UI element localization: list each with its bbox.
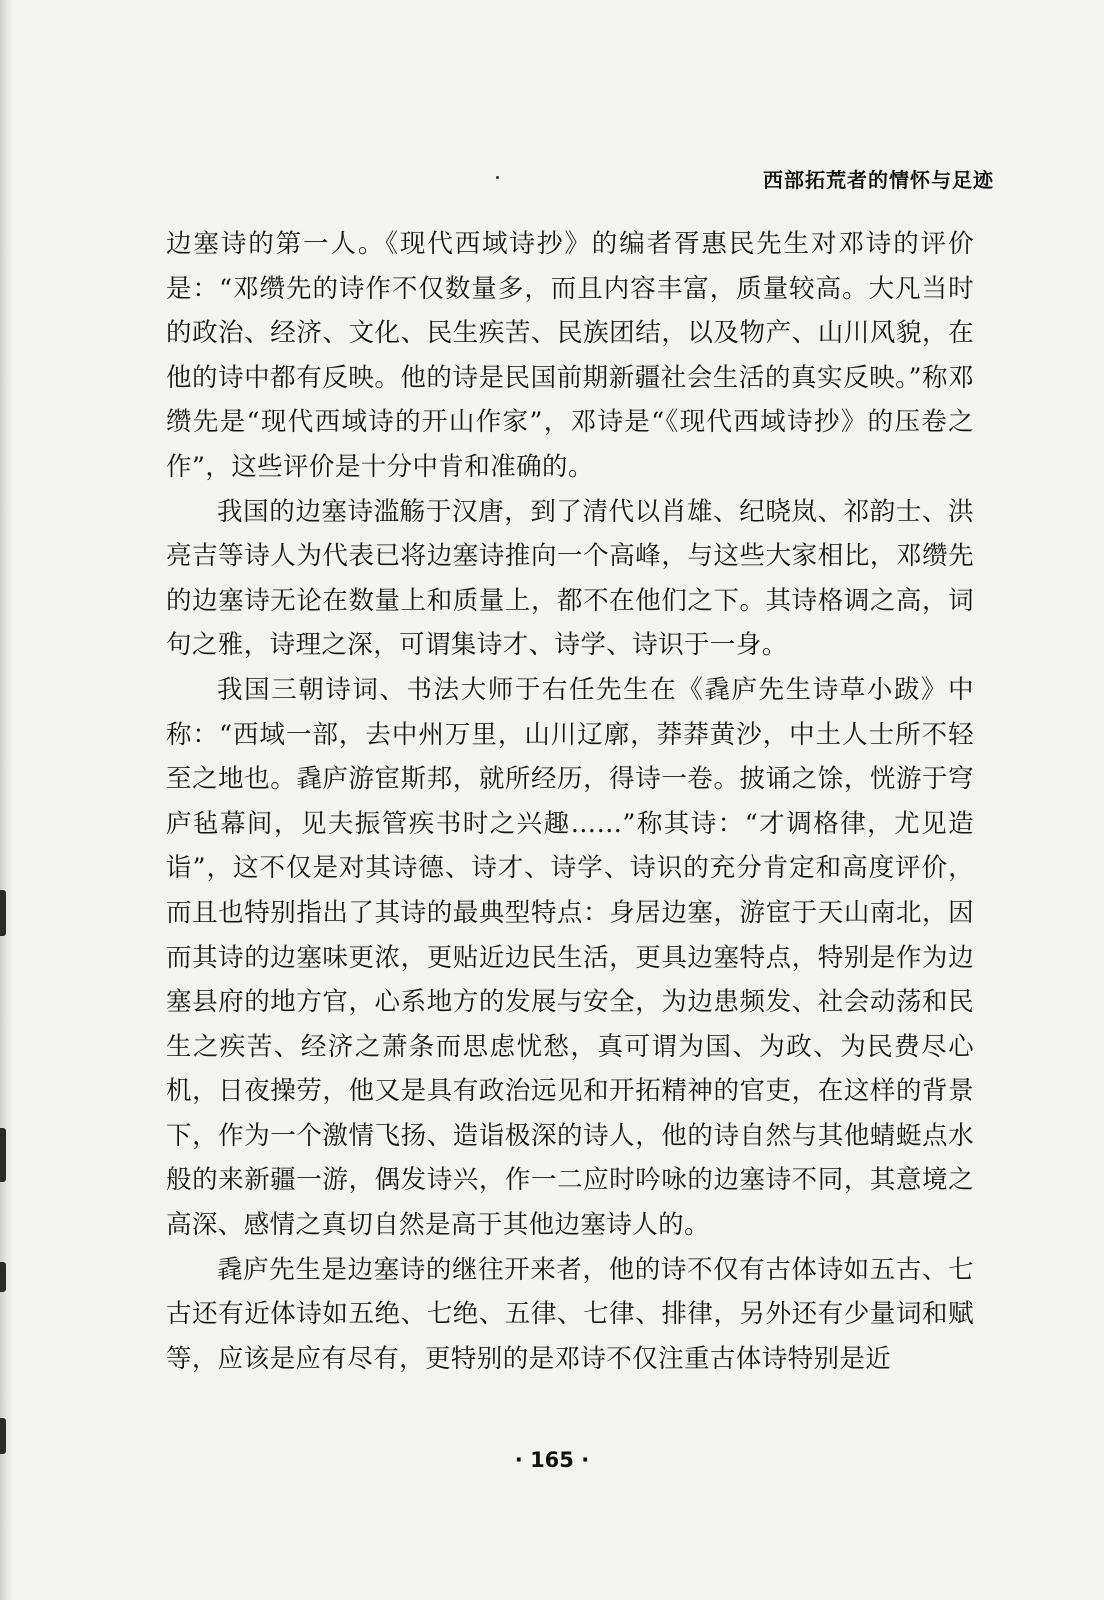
- running-head: 西部拓荒者的情怀与足迹: [763, 168, 994, 192]
- paragraph-continued: 边塞诗的第一人。《现代西域诗抄》的编者胥惠民先生对邓诗的评价是：“邓缵先的诗作不仅数量多，而且内容丰富，质量较高。大凡当时的政治、经济、文化、民生疾苦、民族团结，以及物产、山川风貌，在他的诗中都有反映。他的诗是民国前期新疆社会生活的真实反映。”称邓缵先是“现代西域诗的开山作家”，邓诗是“《现代西域诗抄》的压卷之作”，这些评价是十分中肯和准确的。: [166, 229, 974, 482]
- scan-edge-mark: [0, 1128, 6, 1182]
- paragraph: 毳庐先生是边塞诗的继往开来者，他的诗不仅有古体诗如五古、七古还有近体诗如五绝、七绝、五律、七律、排律，另外还有少量词和赋等，应该是应有尽有，更特别的是邓诗不仅注重古体诗特别是近: [166, 1254, 974, 1374]
- paragraph: 我国的边塞诗滥觞于汉唐，到了清代以肖雄、纪晓岚、祁韵士、洪亮吉等诗人为代表已将边塞诗推向一个高峰，与这些大家相比，邓缵先的边塞诗无论在数量上和质量上，都不在他们之下。其诗格调之高，词句之雅，诗理之深，可谓集诗才、诗学、诗识于一身。: [166, 496, 974, 661]
- scan-speck: [496, 176, 499, 179]
- scan-edge-mark: [0, 1262, 6, 1292]
- body-text: [166, 222, 974, 1381]
- paragraph: 我国三朝诗词、书法大师于右任先生在《毳庐先生诗草小跋》中称：“西域一部，去中州万里，山川辽廓，莽莽黄沙，中土人士所不轻至之地也。毳庐游宦斯邦，就所经历，得诗一卷。披诵之馀，恍游于穹庐毡幕间，见夫振管疾书时之兴趣……”称其诗：“才调格律，尤见造诣”，这不仅是对其诗德、诗才、诗学、诗识的充分肯定和高度评价，而且也特别指出了其诗的最典型特点：身居边塞，游宦于天山南北，因而其诗的边塞味更浓，更贴近边民生活，更具边塞特点，特别是作为边塞县府的地方官，心系地方的发展与安全，为边患频发、社会动荡和民生之疾苦、经济之萧条而思虑忧愁，真可谓为国、为政、为民费尽心机，日夜操劳，他又是具有政治远见和开拓精神的官吏，在这样的背景下，作为一个激情飞扬、造诣极深的诗人，他的诗自然与其他蜻蜓点水般的来新疆一游，偶发诗兴，作一二应时吟咏的边塞诗不同，其意境之高深、感情之真切自然是高于其他边塞诗人的。: [166, 674, 974, 1241]
- scan-binding-edge: [0, 0, 14, 1600]
- scan-edge-mark: [0, 890, 6, 936]
- page-number: · 165 ·: [514, 1448, 590, 1472]
